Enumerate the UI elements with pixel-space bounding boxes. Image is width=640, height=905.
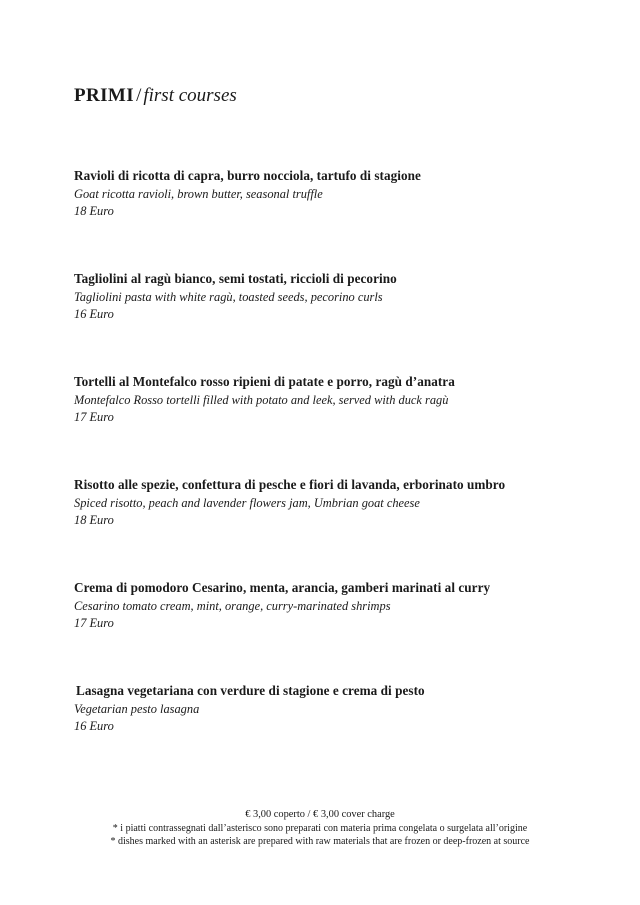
section-title-english: first courses bbox=[143, 85, 237, 106]
menu-item-price: 17 Euro bbox=[74, 410, 114, 424]
menu-item-title: Tortelli al Montefalco rosso ripieni di patate e porro, ragù d’anatra bbox=[74, 374, 455, 389]
menu-item bbox=[0, 374, 640, 477]
menu-item-price: 16 Euro bbox=[74, 307, 114, 321]
menu-item bbox=[0, 477, 640, 580]
menu-item-list bbox=[0, 168, 640, 786]
asterisk-note-english: * dishes marked with an asterisk are prepared with raw materials that are frozen or deep-frozen at source bbox=[110, 836, 530, 847]
menu-item bbox=[0, 683, 640, 786]
menu-item-title: Crema di pomodoro Cesarino, menta, arancia, gamberi marinati al curry bbox=[74, 580, 491, 595]
menu-item-price: 16 Euro bbox=[74, 719, 114, 733]
menu-item-description: Vegetarian pesto lasagna bbox=[74, 702, 200, 716]
asterisk-note-italian: * i piatti contrassegnati dall’asterisco sono preparati con materia prima congelata o surgelata all’origine bbox=[112, 822, 528, 834]
menu-item bbox=[0, 271, 640, 374]
menu-item-description: Tagliolini pasta with white ragù, toasted seeds, pecorino curls bbox=[74, 290, 383, 304]
menu-item-title: Tagliolini al ragù bianco, semi tostati, riccioli di pecorino bbox=[74, 271, 397, 286]
menu-item-description: Cesarino tomato cream, mint, orange, curry-marinated shrimps bbox=[74, 599, 391, 613]
menu-item-price: 18 Euro bbox=[74, 513, 114, 527]
menu-item-description: Montefalco Rosso tortelli filled with potato and leek, served with duck ragù bbox=[74, 393, 449, 407]
section-heading bbox=[74, 86, 237, 107]
section-title-italian: PRIMI bbox=[74, 85, 135, 106]
menu-item-title: Lasagna vegetariana con verdure di stagione e crema di pesto bbox=[76, 683, 425, 698]
menu-item-description: Goat ricotta ravioli, brown butter, seasonal truffle bbox=[74, 187, 323, 201]
cover-charge-text: € 3,00 coperto / € 3,00 cover charge bbox=[245, 809, 395, 820]
menu-item-price: 18 Euro bbox=[74, 204, 114, 218]
menu-item-price: 17 Euro bbox=[74, 616, 114, 630]
menu-item-title: Risotto alle spezie, confettura di pesche e fiori di lavanda, erborinato umbro bbox=[74, 477, 506, 492]
menu-item-title: Ravioli di ricotta di capra, burro nocciola, tartufo di stagione bbox=[74, 168, 421, 183]
menu-item bbox=[0, 168, 640, 271]
menu-item-description: Spiced risotto, peach and lavender flowers jam, Umbrian goat cheese bbox=[74, 496, 420, 510]
page-footer bbox=[0, 808, 640, 849]
menu-item bbox=[0, 580, 640, 683]
section-title-separator: / bbox=[136, 85, 142, 106]
